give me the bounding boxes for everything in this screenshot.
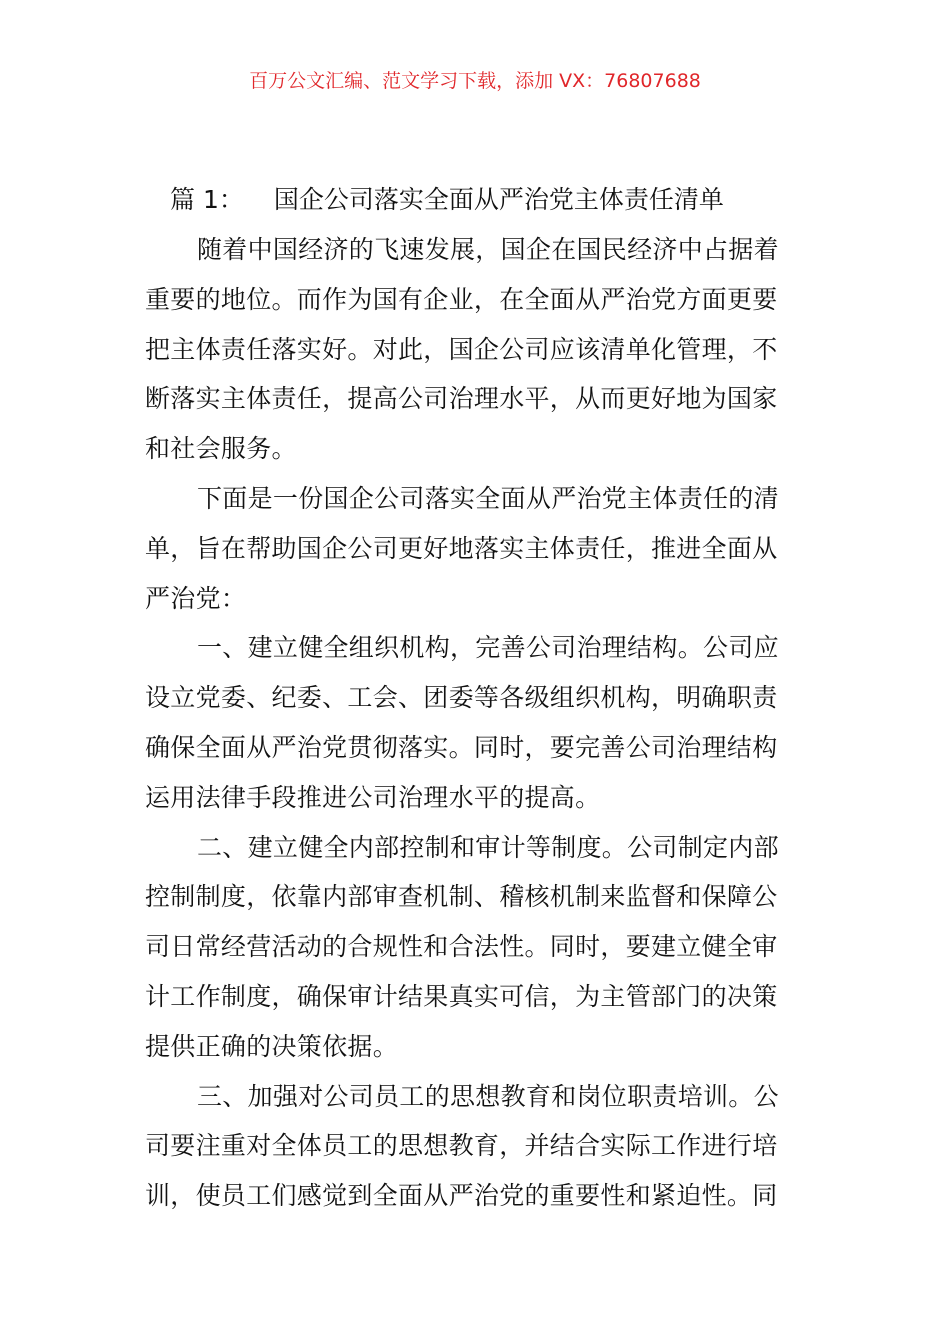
paragraph bbox=[145, 1080, 807, 1229]
document-body bbox=[145, 233, 807, 1229]
paragraph-line: 二、建立健全内部控制和审计等制度。公司制定内部 bbox=[197, 832, 779, 862]
title-number: 篇 1： bbox=[170, 185, 244, 214]
paragraph bbox=[145, 831, 807, 1080]
paragraph-line: 严治党： bbox=[145, 583, 247, 613]
paragraph bbox=[145, 482, 807, 631]
paragraph-line: 单，旨在帮助国企公司更好地落实主体责任，推进全面从 bbox=[145, 533, 778, 563]
paragraph-line: 一、建立健全组织机构，完善公司治理结构。公司应 bbox=[197, 633, 779, 663]
paragraph-line: 重要的地位。而作为国有企业，在全面从严治党方面更要 bbox=[145, 284, 778, 314]
paragraph-line: 训，使员工们感觉到全面从严治党的重要性和紧迫性。同 bbox=[145, 1181, 778, 1211]
paragraph-line: 三、加强对公司员工的思想教育和岗位职责培训。公 bbox=[197, 1081, 779, 1111]
paragraph bbox=[145, 631, 807, 830]
document-title bbox=[170, 184, 724, 216]
paragraph-line: 设立党委、纪委、工会、团委等各级组织机构，明确职责 bbox=[145, 683, 778, 713]
paragraph-line: 把主体责任落实好。对此，国企公司应该清单化管理，不 bbox=[145, 334, 778, 364]
paragraph-line: 运用法律手段推进公司治理水平的提高。 bbox=[145, 782, 601, 812]
paragraph-line: 下面是一份国企公司落实全面从严治党主体责任的清 bbox=[197, 483, 779, 513]
paragraph-line: 随着中国经济的飞速发展，国企在国民经济中占据着 bbox=[197, 235, 779, 264]
paragraph-line: 断落实主体责任，提高公司治理水平，从而更好地为国家 bbox=[145, 384, 778, 414]
paragraph bbox=[145, 233, 807, 482]
paragraph-line: 控制制度，依靠内部审查机制、稽核机制来监督和保障公 bbox=[145, 882, 778, 912]
watermark-header: 百万公文汇编、范文学习下载，添加 VX：76807688 bbox=[249, 70, 701, 92]
paragraph-line: 司日常经营活动的合规性和合法性。同时，要建立健全审 bbox=[145, 932, 778, 962]
paragraph-line: 司要注重对全体员工的思想教育，并结合实际工作进行培 bbox=[145, 1131, 778, 1161]
paragraph-line: 计工作制度，确保审计结果真实可信，为主管部门的决策 bbox=[145, 981, 778, 1011]
paragraph-line: 确保全面从严治党贯彻落实。同时，要完善公司治理结构 bbox=[145, 732, 778, 762]
paragraph-line: 提供正确的决策依据。 bbox=[145, 1031, 399, 1061]
paragraph-line: 和社会服务。 bbox=[145, 434, 297, 464]
title-text: 国企公司落实全面从严治党主体责任清单 bbox=[273, 185, 724, 214]
